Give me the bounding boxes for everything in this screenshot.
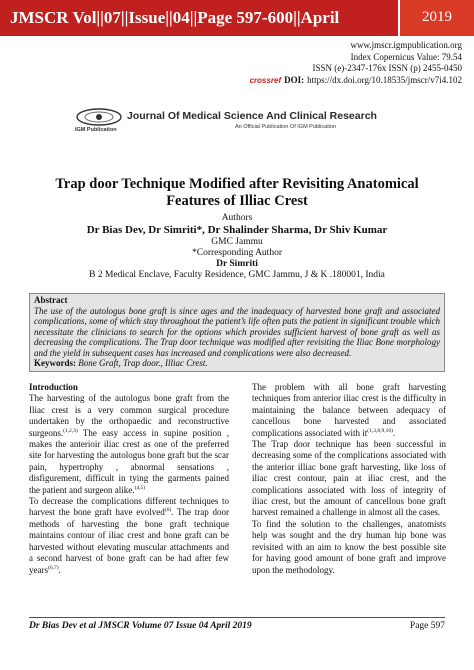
keywords-line [34, 358, 440, 369]
introduction-heading: Introduction [29, 382, 78, 392]
left-column [29, 382, 229, 576]
abstract-body: The use of the autologus bone graft is since ages and the inadequacy of harvested bone graft and associated complications, some of which stay throughout the patient’s life often puts the patient in significant trouble which necessitate the clinicians to search for the options which provides sufficient harvest of bone graft as well as decreasing the complications. The Trap door technique was modified after revisiting the Iliac Bone morphology and the yield in subsequent cases has increased and complications were also decreased. [34, 305, 440, 358]
body-paragraph-3: To find the solution to the challenges, anatomists help was sought and the dry human hip bone was revisited with an aim to know the best possible site for having good amount of bone graft and improve upon the methodology. [252, 518, 446, 575]
citation: (6,7) [48, 564, 59, 571]
intro-paragraph-1: The harvesting of the autologus bone graft from the Iliac crest is a very common surgical procedure undertaken by the orthopaedic and reconstructive surgeons.$^{(1,2,3)}$ The easy access in supine position , makes the anterioir iliac crest as one of the preferred site for harvesting the autologus bone graft but the scar pain, hypertrophy , abnormal sensations , disfigurement, difficult in tying the garments pained the patient and surgeon alike.$^{(4,5)}$ [29, 393, 229, 495]
footer-divider [29, 617, 445, 618]
citation: (4,5) [134, 484, 146, 491]
footer-citation: Dr Bias Dev et al JMSCR Volume 07 Issue 04 April 2019 [29, 621, 252, 631]
right-column [252, 382, 446, 576]
corresponding-name: Dr Simriti [216, 259, 258, 269]
publication-meta [250, 40, 462, 86]
issn-line: ISSN (e)-2347-176x ISSN (p) 2455-0450 [312, 63, 462, 73]
journal-banner [0, 0, 474, 36]
keywords-text: Bone Graft, Trap door., Illiac Crest. [78, 358, 208, 368]
page-number: Page 597 [409, 621, 445, 631]
journal-name: Journal Of Medical Science And Clinical Research [127, 110, 377, 122]
website-link[interactable]: www.jmscr.igmpublication.org [350, 40, 462, 50]
citation: (6) [164, 507, 172, 514]
citation: (1,3,8,9,10) [367, 427, 393, 434]
citation: (1,2,3) [63, 427, 78, 434]
affiliation: GMC Jammu [211, 237, 263, 247]
body-paragraph-2: The Trap door technique has been successful in decreasing some of the complications associated with the anterior illiac bone graft harvesting, like loss of iliac crest contour, pain at iliac crest, and the complications associated with loss of integrity of iliac crest, but the amount of cancellous bone graft harvest remained a challenge in almost all the cases. [252, 439, 446, 518]
abstract-box [29, 293, 445, 372]
authors-block [20, 213, 454, 281]
banner-year: 2019 [398, 0, 474, 36]
igm-logo-icon [75, 108, 123, 128]
journal-tagline: An Official Publication Of IGM Publication [235, 124, 337, 130]
banner-title: JMSCR Vol||07||Issue||04||Page 597-600||April [0, 0, 398, 36]
index-copernicus: Index Copernicus Value: 79.54 [350, 51, 462, 62]
abstract-heading: Abstract [34, 295, 68, 305]
intro-paragraph-2: To decrease the complications different techniques to harvest the bone graft have evolved$^{(6)}$. The trap door methods of harvesting the bone graft technique maintains contour of iliac crest and bone graft can be harvested without elevating muscular attachments and a second harvest of bone graft can be had after few years$^{(6,7)}$. [29, 496, 229, 575]
article-title: Trap door Technique Modified after Revisiting Anatomical Features of Illiac Crest [55, 176, 419, 209]
doi-row [250, 75, 462, 87]
doi-label: DOI: [284, 74, 305, 85]
author-names: Dr Bias Dev, Dr Simriti*, Dr Shalinder Sharma, Dr Shiv Kumar [86, 224, 388, 236]
journal-publisher: IGM Publication [75, 127, 117, 133]
keywords-label: Keywords: [34, 358, 76, 368]
author-address: B 2 Medical Enclave, Faculty Residence, GMC Jammu, J & K .180001, India [89, 270, 385, 280]
corresponding-label: *Corresponding Author [192, 248, 282, 258]
crossref-logo: crossref [249, 75, 282, 85]
authors-label: Authors [221, 213, 253, 223]
doi-link[interactable]: https://dx.doi.org/10.18535/jmscr/v7i4.102 [307, 74, 462, 85]
journal-header [75, 108, 405, 134]
body-paragraph-1: The problem with all bone graft harvesting techniques from anterior iliac crest is the difficulty in maintaining the balance between adequacy of cancellous bone harvested and associated complications associated with it$^{(1,3,8,9,10)}$. [252, 382, 446, 438]
